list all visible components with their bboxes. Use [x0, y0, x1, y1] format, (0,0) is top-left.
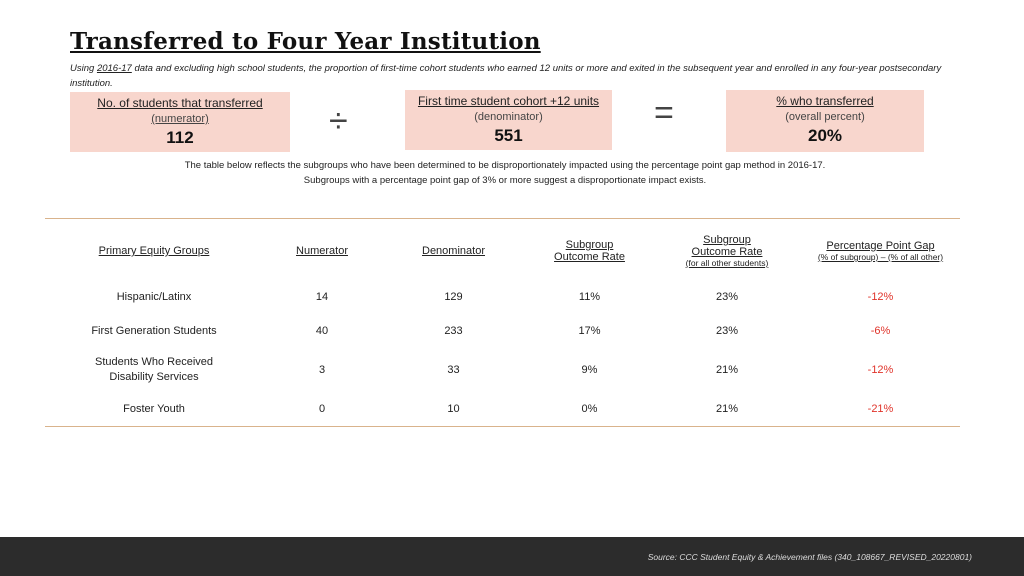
cell-gap: -12%	[867, 291, 894, 303]
header-gap-line2: (% of subgroup) – (% of all other)	[817, 252, 944, 262]
header-subgroup-rate	[526, 222, 653, 280]
cell-denominator: 233	[444, 325, 463, 337]
table-row	[45, 348, 960, 392]
cell-subgroup-rate: 11%	[578, 291, 601, 303]
subtitle-year: 2016-17	[96, 63, 132, 74]
table-header-row	[45, 222, 960, 280]
table-row	[45, 280, 960, 314]
subtitle-prefix: Using	[70, 63, 97, 74]
cell-group: First Generation Students	[91, 325, 217, 337]
equity-table	[45, 222, 960, 426]
numerator-box	[70, 92, 290, 152]
table-row	[45, 392, 960, 426]
note-line-1: The table below reflects the subgroups who have been determined to be disproportionately impacted using the percentage point gap method in 2016-17.	[184, 160, 826, 171]
cell-denominator: 33	[447, 364, 460, 376]
cell-denominator: 10	[447, 403, 460, 415]
subtitle	[70, 61, 960, 91]
cell-gap: -21%	[867, 403, 894, 415]
table-bottom-rule	[45, 426, 960, 427]
table-top-rule	[45, 218, 960, 219]
header-denominator: Denominator	[422, 245, 485, 257]
cell-other-rate: 23%	[715, 291, 739, 303]
page-title: Transferred to Four Year Institution	[70, 28, 541, 55]
cell-numerator: 40	[315, 325, 329, 337]
cell-numerator: 3	[318, 364, 326, 376]
numerator-sub: (numerator)	[151, 113, 209, 125]
cell-other-rate: 21%	[715, 403, 739, 415]
cell-numerator: 0	[318, 403, 326, 415]
header-other-rate	[653, 222, 801, 280]
denominator-box	[405, 90, 612, 150]
cell-denominator: 129	[444, 291, 463, 303]
cell-other-rate: 23%	[715, 325, 739, 337]
cell-gap: -12%	[867, 364, 894, 376]
header-gap-line1: Percentage Point Gap	[826, 240, 935, 252]
result-box	[726, 90, 924, 152]
header-gap	[801, 222, 960, 280]
cell-group	[45, 348, 263, 392]
result-value: 20%	[807, 126, 843, 145]
header-numerator: Numerator	[296, 245, 348, 257]
header-group: Primary Equity Groups	[98, 245, 210, 257]
numerator-label: No. of students that transferred	[97, 96, 263, 110]
table-note	[100, 158, 910, 188]
header-other-rate-line3: (for all other students)	[685, 258, 769, 268]
result-sub: (overall percent)	[785, 111, 865, 123]
header-other-rate-line1: Subgroup	[703, 234, 751, 246]
source-note: Source: CCC Student Equity & Achievement files (340_108667_REVISED_20220801)	[647, 552, 972, 562]
cell-other-rate: 21%	[715, 364, 739, 376]
numerator-value: 112	[166, 128, 194, 147]
header-subgroup-rate-line2: Outcome Rate	[554, 251, 625, 263]
cell-group-line1: Students Who Received	[94, 356, 213, 368]
cell-group: Foster Youth	[123, 403, 185, 415]
cell-subgroup-rate: 17%	[578, 325, 601, 337]
denominator-sub: (denominator)	[474, 111, 543, 123]
cell-gap: -6%	[870, 325, 891, 337]
cell-subgroup-rate: 0%	[581, 403, 598, 415]
result-label: % who transferred	[776, 94, 874, 108]
table-row	[45, 314, 960, 348]
denominator-value: 551	[494, 126, 523, 145]
denominator-label: First time student cohort +12 units	[417, 94, 600, 108]
cell-group: Hispanic/Latinx	[116, 291, 192, 303]
cell-subgroup-rate: 9%	[581, 364, 598, 376]
cell-group-line2: Disability Services	[109, 371, 199, 383]
footer-bar	[0, 537, 1024, 576]
divide-icon: ÷	[329, 102, 348, 140]
cell-numerator: 14	[315, 291, 329, 303]
equals-icon: =	[654, 94, 674, 132]
header-other-rate-line2: Outcome Rate	[691, 246, 763, 258]
subtitle-text: data and excluding high school students, the proportion of first-time cohort students who earned 12 units or more and exited in the subsequent year and enrolled in any four-year postsecondary institution.	[70, 63, 942, 89]
note-line-2: Subgroups with a percentage point gap of 3% or more suggest a disproportionate impact exists.	[303, 175, 707, 186]
header-subgroup-rate-line1: Subgroup	[565, 239, 614, 251]
